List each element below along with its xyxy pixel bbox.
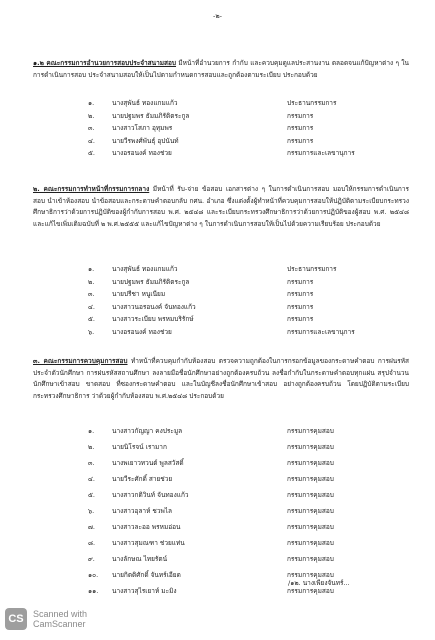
member-name: นางสาวกัญญา คงประมูล bbox=[112, 427, 183, 435]
member-role: กรรมการคุมสอบ bbox=[287, 427, 334, 435]
section-1-body: มีหน้าที่อำนวยการ กำกับ และควบคุมดูแลประสานงาน ตลอดจนแก้ปัญหาต่าง ๆ ในการดำเนินการสอบ ประจำสนามสอบให้เป็นไปตามกำหนดการสอบและถูกต้องตามระเบียบ ประกอบด้วย bbox=[33, 59, 409, 79]
member-name: นางสาวโสภา อุทุมพร bbox=[112, 124, 173, 132]
member-row bbox=[0, 148, 435, 158]
member-row bbox=[0, 426, 435, 436]
member-number: ๑. bbox=[88, 427, 95, 435]
member-role: กรรมการคุมสอบ bbox=[287, 459, 334, 467]
member-name: นางสาวอุลาห์ ชวพไล bbox=[112, 507, 173, 515]
member-number: ๕. bbox=[88, 491, 95, 499]
member-role: กรรมการ bbox=[287, 277, 314, 286]
member-name: นายวีรพงศ์พันธุ์ อุปนันท์ bbox=[112, 136, 179, 145]
member-role: กรรมการและเลขานุการ bbox=[287, 149, 355, 157]
member-number: ๒. bbox=[88, 443, 95, 451]
member-number: ๖. bbox=[88, 327, 95, 336]
member-row bbox=[0, 490, 435, 500]
member-role: กรรมการคุมสอบ bbox=[287, 475, 334, 483]
member-number: ๔. bbox=[88, 302, 95, 311]
member-number: ๕. bbox=[88, 149, 95, 157]
member-number: ๘. bbox=[88, 539, 96, 547]
member-row bbox=[0, 111, 435, 121]
member-row bbox=[0, 123, 435, 133]
member-row bbox=[0, 327, 435, 337]
member-row bbox=[0, 522, 435, 532]
section-3-body: ทำหน้าที่ควบคุมกำกับห้องสอบ ตรวจความถูกต้องในการกรอกข้อมูลของกระดาษคำตอบ การฝนรหัสประจำตัวนักศึกษา การฝนรหัสสถานศึกษา ลงลายมือชื่อนักศึกษาอย่างถูกต้องครบถ้วน ลงชื่อกำกับในกระดาษคำตอบทุกแผ่น สรุปจำนวนนักศึกษาเข้าสอบ ขาดสอบ ที่ซองกระดาษคำตอบ และในบัญชีลงชื่อนักศึกษาเข้าสอบ อย่างถูกต้องครบถ้วน โดยปฏิบัติตามระเบียบกระทรวงศึกษาธิการ ว่าด้วยผู้กำกับห้องสอบ พ.ศ.๒๕๔๘ ประกอบด้วย bbox=[33, 357, 409, 400]
member-name: นางสาวกติวินท์ จันทองแก้ว bbox=[112, 491, 189, 499]
member-number: ๓. bbox=[88, 124, 95, 132]
member-number: ๑. bbox=[88, 265, 95, 273]
member-number: ๔. bbox=[88, 136, 95, 145]
section-1-heading: ๑.๒ คณะกรรมการอำนวยการสอบประจำสนามสอบ bbox=[33, 59, 177, 67]
camscanner-logo-icon: CS bbox=[5, 608, 27, 630]
member-name: นายปรีชา หนูเนียม bbox=[112, 290, 166, 298]
member-row bbox=[0, 538, 435, 548]
member-role: กรรมการ bbox=[287, 124, 314, 132]
member-row bbox=[0, 302, 435, 312]
member-number: ๑๐. bbox=[88, 571, 99, 579]
member-number: ๗. bbox=[88, 523, 95, 531]
member-row bbox=[0, 136, 435, 146]
member-number: ๔. bbox=[88, 475, 95, 483]
member-role: กรรมการคุมสอบ bbox=[287, 491, 334, 499]
member-role: กรรมการคุมสอบ bbox=[287, 587, 334, 595]
member-number: ๑๑. bbox=[88, 587, 99, 595]
member-role: กรรมการและเลขานุการ bbox=[287, 327, 355, 336]
member-name: นางสุพันธ์ ทองแกมแก้ว bbox=[112, 99, 178, 107]
watermark-line-2: CamScanner bbox=[33, 619, 86, 629]
member-number: ๕. bbox=[88, 315, 95, 323]
member-name: นางอรอนงค์ ทองช่วย bbox=[112, 327, 172, 336]
section-3-paragraph bbox=[33, 356, 409, 402]
member-row bbox=[0, 474, 435, 484]
member-role: กรรมการ bbox=[287, 111, 314, 120]
member-name: นางสาวนอรอนงค์ จันทองแก้ว bbox=[112, 302, 196, 311]
member-role: กรรมการคุมสอบ bbox=[287, 507, 334, 515]
section-3-heading: ๓. คณะกรรมการควบคุมการสอบ bbox=[33, 357, 128, 365]
member-name: นางสุพันธ์ ทองแกมแก้ว bbox=[112, 265, 178, 273]
member-name: นายปฐมพร ธัมมภิรัติตระกูล bbox=[112, 277, 190, 286]
member-role: กรรมการ bbox=[287, 136, 314, 145]
member-name: นางสาวระเบียบ พรหมบริรักษ์ bbox=[112, 315, 194, 323]
watermark-line-1: Scanned with bbox=[33, 609, 88, 619]
member-row bbox=[0, 277, 435, 287]
section-1-paragraph bbox=[33, 58, 409, 81]
member-row bbox=[0, 570, 435, 580]
member-name: นางพเยาวทวนต์ พูลสวัสดิ์ bbox=[112, 459, 184, 467]
member-row bbox=[0, 289, 435, 299]
page-number: -๒- bbox=[213, 12, 222, 20]
member-row bbox=[0, 264, 435, 274]
member-name: นางสาวสุไรเยาห์ มะมิง bbox=[112, 587, 177, 595]
member-role: ประธานกรรมการ bbox=[287, 265, 337, 273]
member-row bbox=[0, 458, 435, 468]
member-row bbox=[0, 98, 435, 108]
member-role: กรรมการคุมสอบ bbox=[287, 443, 334, 451]
member-name: นายกิตติศักดิ์ จันทร์เอียด bbox=[112, 571, 181, 579]
camscanner-watermark bbox=[3, 606, 153, 636]
member-row bbox=[0, 314, 435, 324]
member-role: กรรมการคุมสอบ bbox=[287, 523, 334, 531]
member-role: ประธานกรรมการ bbox=[287, 99, 337, 107]
member-name: นางสาวสุมณฑา ช่วยแท่น bbox=[112, 539, 185, 547]
member-role: กรรมการ bbox=[287, 290, 314, 298]
member-name: นายปฐมพร ธัมมภิรัติตระกูล bbox=[112, 111, 190, 120]
member-role: กรรมการคุมสอบ bbox=[287, 539, 334, 547]
member-role: กรรมการคุมสอบ bbox=[287, 571, 334, 579]
member-name: นายวีระศักดิ์ สายช่วย bbox=[112, 475, 173, 483]
member-number: ๑. bbox=[88, 99, 95, 107]
member-row bbox=[0, 442, 435, 452]
member-number: ๓. bbox=[88, 459, 95, 467]
camscanner-text bbox=[33, 609, 87, 629]
member-row bbox=[0, 586, 435, 596]
member-role: กรรมการ bbox=[287, 315, 314, 323]
member-role: กรรมการคุมสอบ bbox=[287, 555, 334, 563]
member-number: ๒. bbox=[88, 111, 95, 120]
member-row bbox=[0, 506, 435, 516]
member-name: นางอรอนงค์ ทองช่วย bbox=[112, 149, 172, 157]
member-role: กรรมการ bbox=[287, 302, 314, 311]
section-2-paragraph bbox=[33, 184, 409, 230]
member-name: นายนิโรจน์ เรามาก bbox=[112, 443, 167, 451]
member-name: นางลักษณ ไทยรัตน์ bbox=[112, 555, 168, 563]
section-2-heading: ๒. คณะกรรมการทำหน้าที่กรรมการกลาง bbox=[33, 185, 150, 193]
member-number: ๒. bbox=[88, 277, 95, 286]
member-row bbox=[0, 554, 435, 564]
member-number: ๓. bbox=[88, 290, 95, 298]
member-number: ๖. bbox=[88, 507, 95, 515]
section-2-body: มีหน้าที่ รับ-จ่าย ข้อสอบ เอกสารต่าง ๆ ในการดำเนินการสอบ มอบให้กรรมการดำเนินการสอบ นำเข้าห้องสอบ นำข้อสอบและกระดาษคำตอบกลับ กศน. อำเภอ ซึ่งแต่งตั้งผู้ทำหน้าที่ควบคุมการสอบให้ปฏิบัติตามระเบียบกระทรวงศึกษาธิการว่าด้วยการปฏิบัติของผู้กำกับการสอบ พ.ศ. ๒๕๔๘ และระเบียบกระทรวงศึกษาธิการว่าด้วยการปฏิบัติของผู้สอบ พ.ศ. ๒๕๔๘ และแก้ไขเพิ่มเติมฉบับที่ ๒ พ.ศ.๒๕๕๕ และแก้ไขปัญหาต่าง ๆ ในการดำเนินการสอบให้เป็นไปด้วยความเรียบร้อย ประกอบด้วย bbox=[33, 185, 409, 228]
member-number: ๙. bbox=[88, 555, 95, 563]
member-name: นางสาวละออ พรหมอ่อน bbox=[112, 523, 181, 531]
continuation-text: /๑๒. นางเพียงจันทร์... bbox=[288, 579, 350, 587]
